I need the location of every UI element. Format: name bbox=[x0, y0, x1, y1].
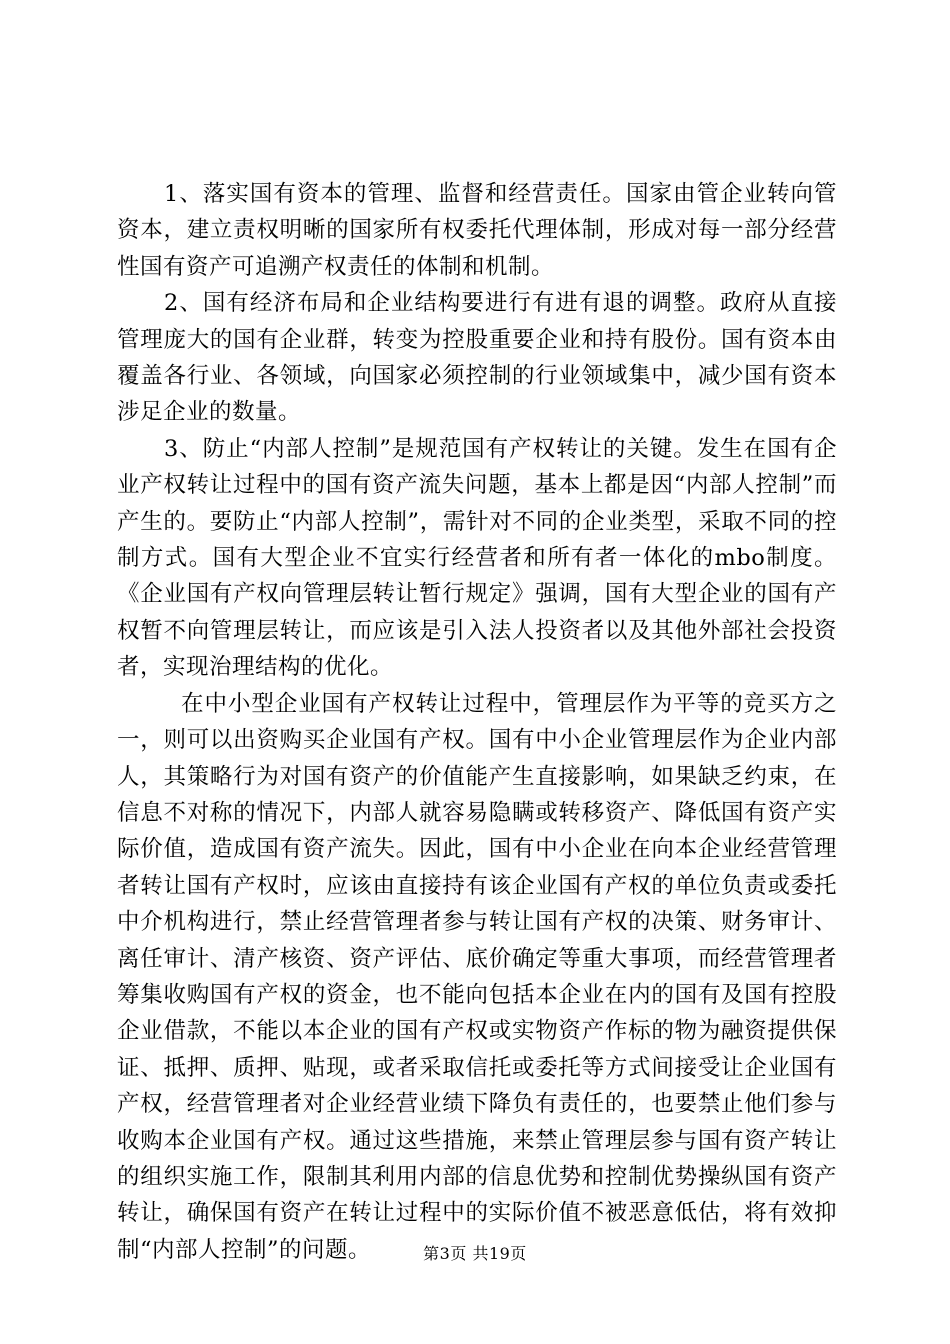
paragraph-1: 1、落实国有资本的管理、监督和经营责任。国家由管企业转向管资本，建立责权明晰的国家所有权委托代理体制，形成对每一部分经营性国有资产可追溯产权责任的体制和机制。 bbox=[117, 181, 837, 280]
paragraph-2: 2、国有经济布局和企业结构要进行有进有退的调整。政府从直接管理庞大的国有企业群，转变为控股重要企业和持有股份。国有资本由覆盖各行业、各领域，向国家必须控制的行业领域集中，减少国有资本涉足企业的数量。 bbox=[117, 290, 837, 426]
document-body bbox=[117, 176, 837, 1268]
paragraph-4: 在中小型企业国有产权转让过程中，管理层作为平等的竞买方之一，则可以出资购买企业国有产权。国有中小企业管理层作为企业内部人，其策略行为对国有资产的价值能产生直接影响，如果缺乏约束，在信息不对称的情况下，内部人就容易隐瞒或转移资产、降低国有资产实际价值，造成国有资产流失。因此，国有中小企业在向本企业经营管理者转让国有产权时，应该由直接持有该企业国有产权的单位负责或委托中介机构进行，禁止经营管理者参与转让国有产权的决策、财务审计、离任审计、清产核资、资产评估、底价确定等重大事项，而经营管理者筹集收购国有产权的资金，也不能向包括本企业在内的国有及国有控股企业借款，不能以本企业的国有产权或实物资产作标的物为融资提供保证、抵押、质押、贴现，或者采取信托或委托等方式间接受让企业国有产权，经营管理者对企业经营业绩下降负有责任的，也要禁止他们参与收购本企业国有产权。通过这些措施，来禁止管理层参与国有资产转让的组织实施工作，限制其利用内部的信息优势和控制优势操纵国有资产转让，确保国有资产在转让过程中的实际价值不被恶意低估，将有效抑制“内部人控制”的问题。 bbox=[117, 690, 837, 1263]
page-number-footer: 第3页 共19页 bbox=[423, 1244, 527, 1263]
paragraph-3: 3、防止“内部人控制”是规范国有产权转让的关键。发生在国有企业产权转让过程中的国有资产流失问题，基本上都是因“内部人控制”而产生的。要防止“内部人控制”，需针对不同的企业类型，采取不同的控制方式。国有大型企业不宜实行经营者和所有者一体化的mbo制度。《企业国有产权向管理层转让暂行规定》强调，国有大型企业的国有产权暂不向管理层转让，而应该是引入法人投资者以及其他外部社会投资者，实现治理结构的优化。 bbox=[117, 435, 837, 681]
